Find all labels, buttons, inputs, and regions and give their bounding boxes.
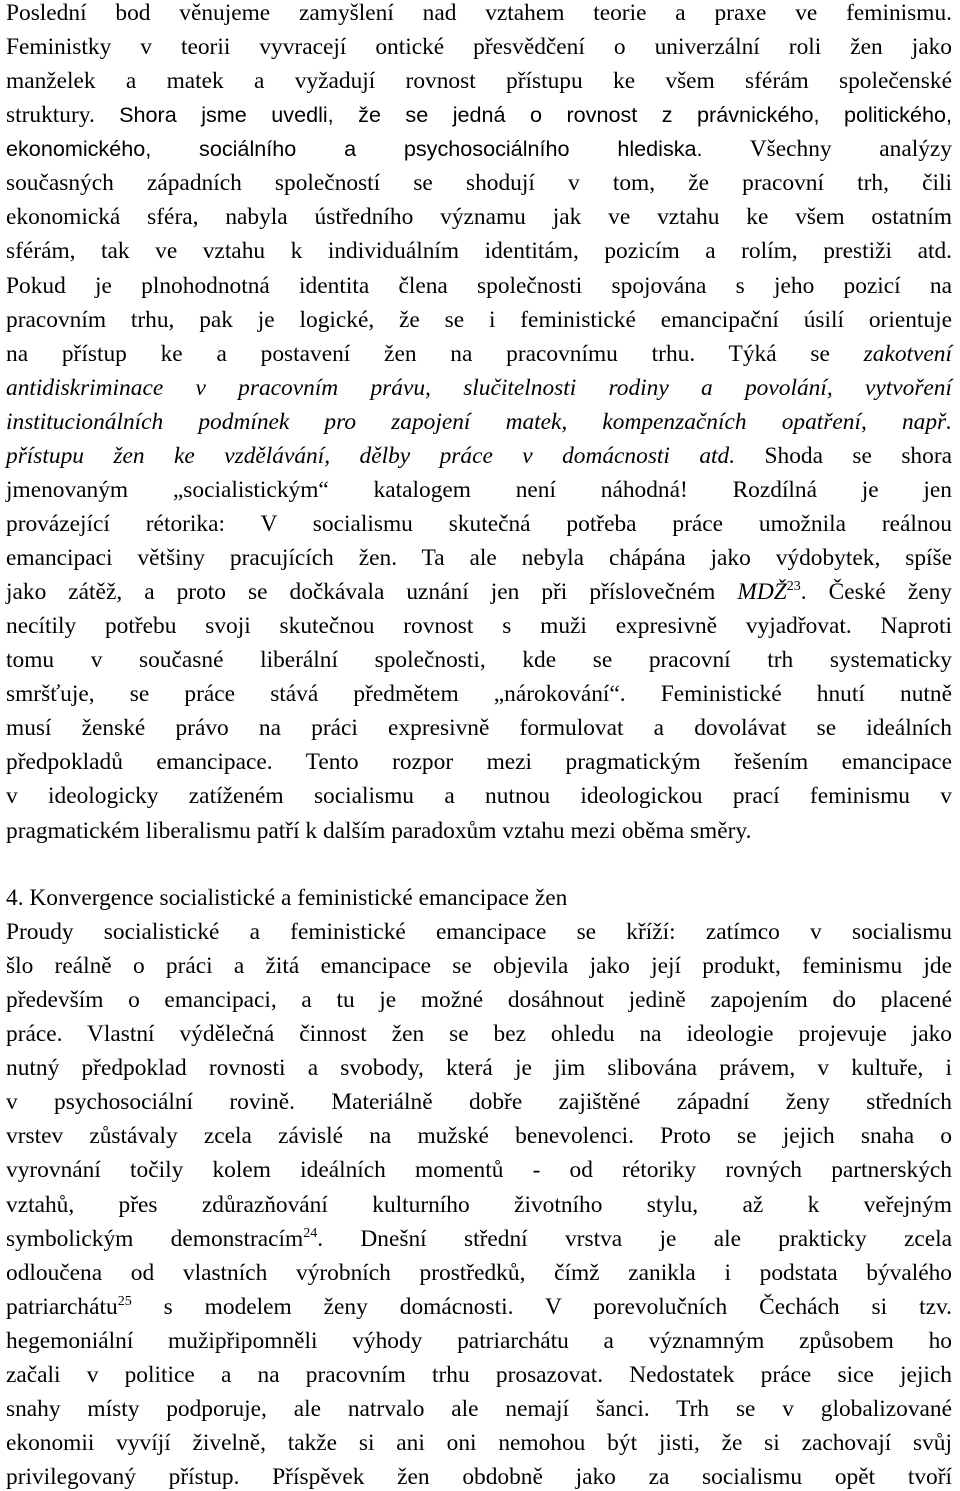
- text-segment: vyrovnání točily kolem ideálních momentů - od rétoriky rovných partnerských: [6, 1157, 952, 1184]
- text-line: [6, 1392, 952, 1426]
- text-segment: . České ženy: [800, 579, 952, 606]
- text-line: [6, 1017, 952, 1051]
- text-segment: sférám, tak ve vztahu k individuálním identitám, pozicím a rolím, prestiži atd.: [6, 238, 952, 265]
- footnote-ref: 23: [786, 579, 801, 595]
- text-segment: Poslední bod věnujeme zamyšlení nad vztahem teorie a praxe ve feminismu.: [6, 0, 952, 26]
- text-segment: vrstev zůstávaly zcela závislé na mužské benevolenci. Proto se jejich snaha o: [6, 1123, 952, 1150]
- text-segment: začali v politice a na pracovním trhu prosazovat. Nedostatek práce sice jejich: [6, 1361, 952, 1388]
- text-segment: především o emancipaci, a tu je možné dosáhnout jedině zapojením do placené: [6, 987, 952, 1014]
- text-segment: nutný předpoklad rovnosti a svobody, která je jim slibována právem, v kultuře, i: [6, 1055, 952, 1082]
- text-line: [6, 507, 952, 541]
- text-segment: hegemoniální mužipřipomněli výhody patriarchátu a významným způsobem ho: [6, 1327, 952, 1354]
- text-segment: v psychosociální rovině. Materiálně dobře zajištěné západní ženy středních: [6, 1089, 952, 1116]
- text-line: [6, 643, 952, 677]
- text-line: [6, 711, 952, 745]
- text-segment: ekonomii vyvíjí živelně, takže si ani oni nemohou být jisti, že si zachovají svůj: [6, 1429, 952, 1456]
- text-line: [6, 745, 952, 779]
- text-segment: Pokud je plnohodnotná identita člena společnosti spojována s jeho pozicí na: [6, 272, 952, 299]
- footnote-ref: 24: [303, 1225, 318, 1241]
- text-line: [6, 677, 952, 711]
- footnote-ref: 25: [117, 1293, 132, 1309]
- text-segment: šlo reálně o práci a žitá emancipace se objevila jako její produkt, feminismu jde: [6, 953, 952, 980]
- text-segment: patriarchátu: [6, 1293, 118, 1320]
- text-line: [6, 779, 952, 813]
- text-line: [6, 915, 952, 949]
- text-line: [6, 1188, 952, 1222]
- text-line: [6, 30, 952, 64]
- text-line: [6, 98, 952, 132]
- text-line: [6, 1222, 952, 1256]
- text-segment: jako zátěž, a proto se dočkávala uznání jen při příslovečném: [6, 579, 738, 606]
- text-line: [6, 609, 952, 643]
- text-segment: pragmatickém liberalismu patří k dalším paradoxům vztahu mezi oběma směry.: [6, 817, 752, 844]
- text-line: [6, 1460, 952, 1491]
- text-segment: Shoda se shora: [735, 442, 952, 469]
- text-line: [6, 132, 952, 166]
- text-line: [6, 371, 952, 405]
- text-line: [6, 949, 952, 983]
- text-line: [6, 64, 952, 98]
- text-line: [6, 1358, 952, 1392]
- text-line: [6, 1119, 952, 1153]
- text-line: [6, 405, 952, 439]
- text-segment: antidiskriminace v pracovním právu, slučitelnosti rodiny a povolání, vytvoření: [6, 374, 952, 401]
- text-segment: emancipaci většiny pracujících žen. Ta ale nebyla chápána jako výdobytek, spíše: [6, 545, 952, 571]
- text-line: [6, 269, 952, 303]
- text-segment: zakotvení: [863, 340, 952, 367]
- text-segment: v ideologicky zatíženém socialismu a nutnou ideologickou prací feminismu v: [6, 783, 952, 810]
- text-line: [6, 1051, 952, 1085]
- text-segment: MDŽ: [737, 579, 787, 606]
- heading-text: 4. Konvergence socialistické a feministické emancipace žen: [6, 885, 568, 911]
- text-segment: s modelem ženy domácnosti. V porevolučních Čechách si tzv.: [131, 1293, 952, 1320]
- text-segment: provázející rétorika: V socialismu skutečná potřeba práce umožnila reálnou: [6, 510, 952, 537]
- text-line: [6, 166, 952, 200]
- text-segment: institucionálních podmínek pro zapojení matek, kompenzačních opatření, např.: [6, 408, 952, 435]
- text-line: [6, 1426, 952, 1460]
- paragraph-convergence: [6, 915, 952, 1491]
- text-segment: předpokladů emancipace. Tento rozpor mezi pragmatickým řešením emancipace: [6, 749, 952, 776]
- text-segment: ekonomického, sociálního a psychosociálního hlediska.: [6, 136, 703, 162]
- text-segment: musí ženské právo na práci expresivně formulovat a dovolávat se ideálních: [6, 715, 952, 742]
- text-segment: Shora jsme uvedli, že se jedná o rovnost z právnického, politického,: [119, 102, 952, 128]
- text-segment: Všechny analýzy: [702, 136, 952, 163]
- text-line: [6, 473, 952, 507]
- text-segment: na přístup ke a postavení žen na pracovnímu trhu. Týká se: [6, 340, 864, 367]
- text-line: [6, 0, 952, 30]
- text-line: [6, 1290, 952, 1324]
- text-segment: odloučena od vlastních výrobních prostředků, čímž zanikla i podstata bývalého: [6, 1259, 952, 1286]
- text-line: [6, 200, 952, 234]
- text-line: [6, 1153, 952, 1187]
- text-segment: snahy místy podporuje, ale natrvalo ale nemají šanci. Trh se v globalizované: [6, 1395, 952, 1422]
- text-line: [6, 575, 952, 609]
- text-segment: smršťuje, se práce stává předmětem „nárokování“. Feministické hnutí nutně: [6, 681, 952, 708]
- text-line: [6, 983, 952, 1017]
- text-line: [6, 439, 952, 473]
- text-segment: pracovním trhu, pak je logické, že se i feministické emancipační úsilí orientuje: [6, 306, 952, 333]
- text-segment: ekonomická sféra, nabyla ústředního významu jak ve vztahu ke všem ostatním: [6, 204, 952, 231]
- text-segment: . Dnešní střední vrstva je ale prakticky zcela: [317, 1225, 953, 1252]
- text-line: [6, 1324, 952, 1358]
- text-line: [6, 814, 952, 848]
- text-line: [6, 337, 952, 371]
- text-line: [6, 541, 952, 575]
- text-line: [6, 303, 952, 337]
- text-segment: přístupu žen ke vzdělávání, dělby práce v domácnosti atd.: [6, 442, 736, 469]
- text-segment: současných západních společností se shodují v tom, že pracovní trh, čili: [6, 170, 952, 197]
- text-segment: tomu v současné liberální společnosti, kde se pracovní trh systematicky: [6, 647, 952, 674]
- text-line: [6, 1256, 952, 1290]
- paragraph-feminism-theory-practice: [6, 0, 952, 848]
- text-segment: práce. Vlastní výdělečná činnost žen se bez ohledu na ideologie projevuje jako: [6, 1021, 952, 1048]
- text-segment: symbolickým demonstracím: [6, 1225, 304, 1252]
- text-segment: struktury.: [6, 102, 120, 129]
- text-segment: manželek a matek a vyžadují rovnost přístupu ke všem sférám společenské: [6, 68, 952, 95]
- text-segment: necítily potřebu svoji skutečnou rovnost s muži expresivně vyjadřovat. Naproti: [6, 613, 952, 640]
- text-segment: Feministky v teorii vyvracejí ontické přesvědčení o univerzální roli žen jako: [6, 34, 952, 61]
- text-segment: jmenovaným „socialistickým“ katalogem není náhodná! Rozdílná je jen: [6, 476, 952, 503]
- text-line: [6, 1085, 952, 1119]
- text-segment: privilegovaný přístup. Příspěvek žen obdobně jako za socialismu opět tvoří: [6, 1464, 952, 1490]
- text-segment: Proudy socialistické a feministické emancipace se kříží: zatímco v socialismu: [6, 919, 952, 945]
- text-line: [6, 234, 952, 268]
- section-heading: [6, 881, 952, 915]
- text-segment: vztahů, přes zdůrazňování kulturního životního stylu, až k veřejným: [6, 1191, 952, 1218]
